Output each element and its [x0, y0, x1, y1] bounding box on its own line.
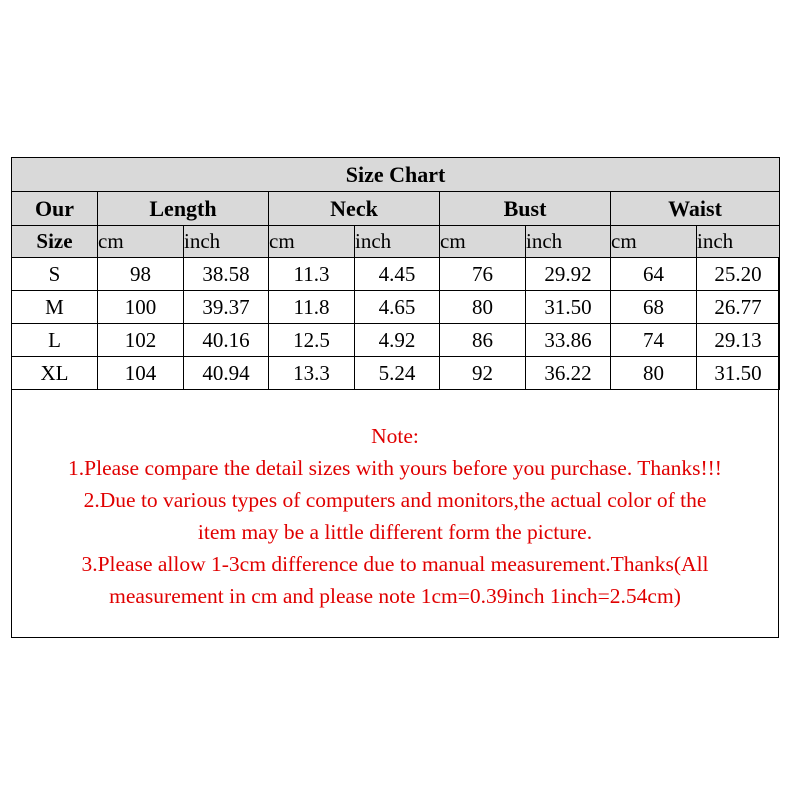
length-cm-header: cm [98, 226, 184, 258]
table-cell: 100 [98, 291, 184, 324]
neck-inch-header: inch [355, 226, 440, 258]
table-cell: 80 [611, 357, 697, 390]
table-cell: 39.37 [184, 291, 269, 324]
note-line-1: 1.Please compare the detail sizes with yours before you purchase. Thanks!!! [68, 456, 722, 480]
table-cell: 31.50 [697, 357, 780, 390]
table-cell: 29.92 [526, 258, 611, 291]
waist-header: Waist [611, 192, 780, 226]
table-cell: 98 [98, 258, 184, 291]
table-cell: 64 [611, 258, 697, 291]
table-row [12, 357, 780, 390]
table-cell: 86 [440, 324, 526, 357]
table-cell: 33.86 [526, 324, 611, 357]
length-inch-header: inch [184, 226, 269, 258]
bust-inch-header: inch [526, 226, 611, 258]
table-cell: 12.5 [269, 324, 355, 357]
table-cell: 31.50 [526, 291, 611, 324]
size-cell: M [12, 291, 98, 324]
notes-section [11, 420, 779, 612]
note-line-3b: measurement in cm and please note 1cm=0.39inch 1inch=2.54cm) [109, 584, 681, 608]
size-cell: S [12, 258, 98, 291]
table-cell: 5.24 [355, 357, 440, 390]
chart-title: Size Chart [12, 158, 780, 192]
our-size-header-bottom: Size [12, 226, 98, 258]
table-cell: 26.77 [697, 291, 780, 324]
table-row [12, 258, 780, 291]
table-cell: 29.13 [697, 324, 780, 357]
table-cell: 4.92 [355, 324, 440, 357]
notes-heading: Note: [371, 424, 419, 448]
table-cell: 4.65 [355, 291, 440, 324]
table-cell: 104 [98, 357, 184, 390]
table-cell: 36.22 [526, 357, 611, 390]
bust-cm-header: cm [440, 226, 526, 258]
note-line-3a: 3.Please allow 1-3cm difference due to manual measurement.Thanks(All [81, 552, 709, 576]
table-cell: 40.94 [184, 357, 269, 390]
table-row [12, 291, 780, 324]
note-line-2a: 2.Due to various types of computers and monitors,the actual color of the [83, 488, 707, 512]
size-chart-table [11, 157, 780, 390]
note-line-2b: item may be a little different form the picture. [197, 520, 593, 544]
waist-inch-header: inch [697, 226, 780, 258]
length-header: Length [98, 192, 269, 226]
table-cell: 25.20 [697, 258, 780, 291]
table-cell: 102 [98, 324, 184, 357]
size-cell: L [12, 324, 98, 357]
bust-header: Bust [440, 192, 611, 226]
table-cell: 13.3 [269, 357, 355, 390]
table-cell: 76 [440, 258, 526, 291]
table-cell: 92 [440, 357, 526, 390]
neck-header: Neck [269, 192, 440, 226]
table-cell: 74 [611, 324, 697, 357]
waist-cm-header: cm [611, 226, 697, 258]
table-cell: 11.3 [269, 258, 355, 291]
table-row [12, 324, 780, 357]
table-cell: 40.16 [184, 324, 269, 357]
neck-cm-header: cm [269, 226, 355, 258]
table-cell: 4.45 [355, 258, 440, 291]
table-cell: 11.8 [269, 291, 355, 324]
table-cell: 68 [611, 291, 697, 324]
table-cell: 80 [440, 291, 526, 324]
size-cell: XL [12, 357, 98, 390]
table-cell: 38.58 [184, 258, 269, 291]
our-size-header-top: Our [12, 192, 98, 226]
